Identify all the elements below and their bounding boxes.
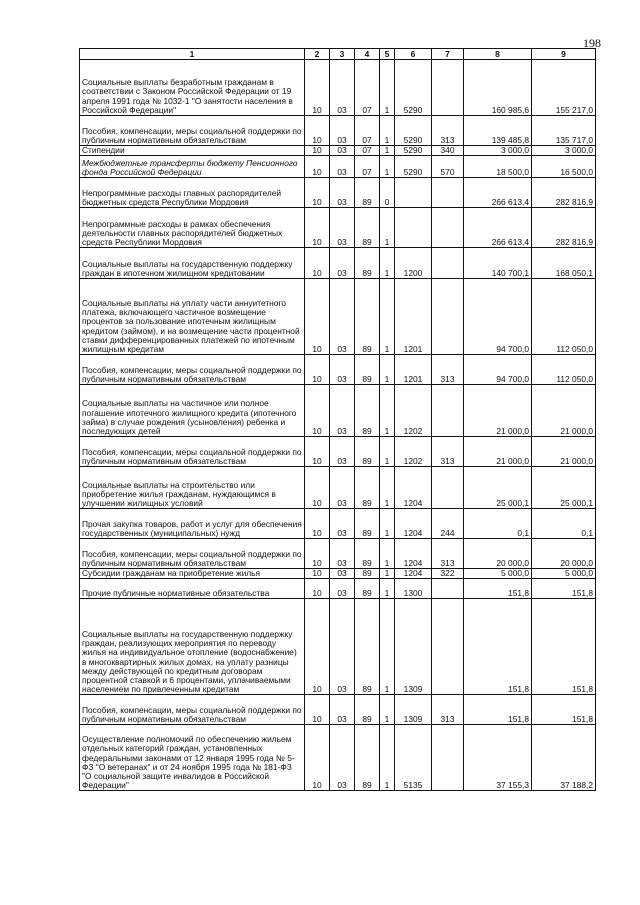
row-value-cell: 10 bbox=[305, 178, 330, 208]
row-value-cell: 03 bbox=[330, 385, 355, 437]
row-value-cell: 313 bbox=[432, 355, 464, 385]
table-row bbox=[80, 60, 596, 116]
row-value-cell: 313 bbox=[432, 437, 464, 467]
row-value-cell: 5135 bbox=[395, 725, 432, 791]
column-header: 1 bbox=[80, 49, 305, 60]
row-value-cell: 139 485,8 bbox=[464, 116, 532, 146]
row-value-cell: 03 bbox=[330, 539, 355, 569]
row-value-cell: 313 bbox=[432, 695, 464, 725]
row-value-cell: 1202 bbox=[395, 437, 432, 467]
row-description-cell: Социальные выплаты на строительство или приобретение жилья гражданам, нуждающимся в улучшении жилищных условий bbox=[80, 467, 305, 509]
row-value-cell: 10 bbox=[305, 509, 330, 539]
row-value-cell: 1202 bbox=[395, 385, 432, 437]
row-value-cell: 10 bbox=[305, 569, 330, 579]
row-value-cell: 1 bbox=[380, 208, 395, 248]
row-value-cell: 1 bbox=[380, 437, 395, 467]
row-value-cell: 1300 bbox=[395, 579, 432, 599]
row-value-cell: 03 bbox=[330, 355, 355, 385]
row-value-cell: 168 050,1 bbox=[532, 248, 596, 279]
row-description-cell: Осуществление полномочий по обеспечению жильем отдельных категорий граждан, установленных федеральными законами от 12 января 1995 года № 5-ФЗ "О ветеранах" и от 24 ноября 1995 года № 181-ФЗ "О социальной защите инвалидов в Российской Федерации" bbox=[80, 725, 305, 791]
column-header: 9 bbox=[532, 49, 596, 60]
table-row bbox=[80, 146, 596, 156]
row-value-cell: 1 bbox=[380, 467, 395, 509]
row-value-cell: 3 000,0 bbox=[532, 146, 596, 156]
row-value-cell: 151,8 bbox=[532, 579, 596, 599]
row-value-cell: 135 717,0 bbox=[532, 116, 596, 146]
column-header: 4 bbox=[355, 49, 380, 60]
row-value-cell: 03 bbox=[330, 569, 355, 579]
table-row bbox=[80, 539, 596, 569]
row-value-cell: 1201 bbox=[395, 355, 432, 385]
row-value-cell bbox=[432, 725, 464, 791]
row-value-cell: 322 bbox=[432, 569, 464, 579]
column-header: 6 bbox=[395, 49, 432, 60]
row-value-cell: 03 bbox=[330, 725, 355, 791]
row-value-cell: 1 bbox=[380, 146, 395, 156]
column-header: 2 bbox=[305, 49, 330, 60]
row-description-cell: Субсидии гражданам на приобретение жилья bbox=[80, 569, 305, 579]
row-description-cell: Непрограммные расходы главных распорядителей бюджетных средств Республики Мордовия bbox=[80, 178, 305, 208]
row-description-cell: Социальные выплаты на государственную поддержку граждан в ипотечном жилищном кредитовании bbox=[80, 248, 305, 279]
table-row bbox=[80, 178, 596, 208]
row-value-cell: 89 bbox=[355, 599, 380, 695]
row-value-cell: 89 bbox=[355, 569, 380, 579]
row-value-cell: 03 bbox=[330, 146, 355, 156]
row-value-cell: 16 500,0 bbox=[532, 156, 596, 178]
row-value-cell: 07 bbox=[355, 146, 380, 156]
row-value-cell: 25 000,1 bbox=[464, 467, 532, 509]
row-value-cell: 25 000,1 bbox=[532, 467, 596, 509]
row-description-cell: Пособия, компенсации, меры социальной поддержки по публичным нормативным обязательствам bbox=[80, 437, 305, 467]
row-value-cell: 21 000,0 bbox=[532, 385, 596, 437]
row-value-cell: 03 bbox=[330, 579, 355, 599]
row-value-cell: 03 bbox=[330, 599, 355, 695]
row-value-cell: 0 bbox=[380, 178, 395, 208]
row-value-cell bbox=[395, 178, 432, 208]
row-value-cell: 10 bbox=[305, 579, 330, 599]
row-value-cell: 10 bbox=[305, 279, 330, 355]
row-value-cell: 151,8 bbox=[464, 579, 532, 599]
row-value-cell: 10 bbox=[305, 539, 330, 569]
row-value-cell bbox=[432, 279, 464, 355]
row-value-cell: 266 613,4 bbox=[464, 208, 532, 248]
table-row bbox=[80, 248, 596, 279]
row-description-cell: Социальные выплаты на частичное или полное погашение ипотечного жилищного кредита (ипотечного займа) в случае рождения (усыновления) ребенка и последующих детей bbox=[80, 385, 305, 437]
row-value-cell: 10 bbox=[305, 60, 330, 116]
row-value-cell: 244 bbox=[432, 509, 464, 539]
row-value-cell bbox=[432, 385, 464, 437]
row-value-cell bbox=[432, 579, 464, 599]
row-value-cell: 18 500,0 bbox=[464, 156, 532, 178]
row-value-cell: 03 bbox=[330, 208, 355, 248]
row-description-cell: Прочие публичные нормативные обязательства bbox=[80, 579, 305, 599]
row-value-cell: 10 bbox=[305, 116, 330, 146]
row-value-cell: 313 bbox=[432, 116, 464, 146]
row-value-cell: 03 bbox=[330, 437, 355, 467]
table-row bbox=[80, 385, 596, 437]
row-value-cell: 89 bbox=[355, 467, 380, 509]
table-row bbox=[80, 156, 596, 178]
row-value-cell: 03 bbox=[330, 60, 355, 116]
row-value-cell: 5 000,0 bbox=[532, 569, 596, 579]
row-value-cell: 1 bbox=[380, 725, 395, 791]
row-value-cell: 20 000,0 bbox=[532, 539, 596, 569]
row-value-cell: 37 155,3 bbox=[464, 725, 532, 791]
row-value-cell: 1200 bbox=[395, 248, 432, 279]
table-row bbox=[80, 569, 596, 579]
table-row bbox=[80, 725, 596, 791]
row-value-cell: 5290 bbox=[395, 156, 432, 178]
row-description-cell: Пособия, компенсации, меры социальной поддержки по публичным нормативным обязательствам bbox=[80, 116, 305, 146]
row-value-cell: 89 bbox=[355, 725, 380, 791]
row-value-cell: 89 bbox=[355, 579, 380, 599]
row-value-cell: 151,8 bbox=[532, 599, 596, 695]
row-value-cell: 10 bbox=[305, 248, 330, 279]
row-value-cell: 1204 bbox=[395, 569, 432, 579]
row-value-cell bbox=[432, 248, 464, 279]
row-value-cell: 89 bbox=[355, 539, 380, 569]
row-value-cell: 10 bbox=[305, 156, 330, 178]
row-value-cell: 89 bbox=[355, 208, 380, 248]
row-value-cell: 03 bbox=[330, 178, 355, 208]
table-header-row bbox=[80, 49, 596, 60]
column-header: 7 bbox=[432, 49, 464, 60]
row-value-cell: 03 bbox=[330, 156, 355, 178]
row-value-cell: 1201 bbox=[395, 279, 432, 355]
row-value-cell: 1 bbox=[380, 569, 395, 579]
row-value-cell: 89 bbox=[355, 279, 380, 355]
row-value-cell: 140 700,1 bbox=[464, 248, 532, 279]
row-value-cell bbox=[432, 178, 464, 208]
row-value-cell: 10 bbox=[305, 355, 330, 385]
row-description-cell: Пособия, компенсации, меры социальной поддержки по публичным нормативным обязательствам bbox=[80, 539, 305, 569]
row-value-cell: 07 bbox=[355, 156, 380, 178]
table-row bbox=[80, 695, 596, 725]
row-value-cell: 1 bbox=[380, 156, 395, 178]
row-description-cell: Социальные выплаты безработным гражданам в соответствии с Законом Российской Федерации от 19 апреля 1991 года № 1032-1 "О занятости населения в Российской Федерации" bbox=[80, 60, 305, 116]
row-value-cell: 0,1 bbox=[464, 509, 532, 539]
row-value-cell: 1 bbox=[380, 248, 395, 279]
table-row bbox=[80, 509, 596, 539]
row-value-cell bbox=[432, 467, 464, 509]
row-value-cell: 1 bbox=[380, 60, 395, 116]
row-value-cell: 1 bbox=[380, 509, 395, 539]
row-value-cell: 37 188,2 bbox=[532, 725, 596, 791]
row-value-cell: 10 bbox=[305, 385, 330, 437]
table-row bbox=[80, 279, 596, 355]
row-value-cell: 266 613,4 bbox=[464, 178, 532, 208]
row-value-cell: 21 000,0 bbox=[464, 385, 532, 437]
row-value-cell: 89 bbox=[355, 355, 380, 385]
row-value-cell: 89 bbox=[355, 248, 380, 279]
row-value-cell: 1204 bbox=[395, 539, 432, 569]
row-value-cell: 03 bbox=[330, 116, 355, 146]
row-description-cell: Непрограммные расходы в рамках обеспечения деятельности главных распорядителей бюджетных средств Республики Мордовия bbox=[80, 208, 305, 248]
table-row bbox=[80, 467, 596, 509]
row-value-cell: 1204 bbox=[395, 467, 432, 509]
column-header: 8 bbox=[464, 49, 532, 60]
row-value-cell: 151,8 bbox=[464, 695, 532, 725]
row-value-cell: 160 985,6 bbox=[464, 60, 532, 116]
row-value-cell: 1309 bbox=[395, 695, 432, 725]
table-row bbox=[80, 599, 596, 695]
row-value-cell: 89 bbox=[355, 385, 380, 437]
row-value-cell: 03 bbox=[330, 248, 355, 279]
row-value-cell: 1 bbox=[380, 355, 395, 385]
row-value-cell: 3 000,0 bbox=[464, 146, 532, 156]
row-value-cell: 94 700,0 bbox=[464, 355, 532, 385]
row-value-cell: 5290 bbox=[395, 60, 432, 116]
table-row bbox=[80, 208, 596, 248]
row-value-cell: 10 bbox=[305, 725, 330, 791]
row-value-cell: 10 bbox=[305, 599, 330, 695]
column-header: 3 bbox=[330, 49, 355, 60]
table-row bbox=[80, 579, 596, 599]
row-value-cell: 07 bbox=[355, 116, 380, 146]
row-value-cell: 1 bbox=[380, 385, 395, 437]
row-description-cell: Пособия, компенсации, меры социальной поддержки по публичным нормативным обязательствам bbox=[80, 695, 305, 725]
budget-table bbox=[79, 48, 596, 791]
row-value-cell: 94 700,0 bbox=[464, 279, 532, 355]
row-value-cell: 313 bbox=[432, 539, 464, 569]
row-value-cell bbox=[432, 60, 464, 116]
row-value-cell: 20 000,0 bbox=[464, 539, 532, 569]
row-value-cell: 1 bbox=[380, 695, 395, 725]
row-value-cell: 151,8 bbox=[464, 599, 532, 695]
row-value-cell: 282 816,9 bbox=[532, 208, 596, 248]
row-description-cell: Межбюджетные трансферты бюджету Пенсионного фонда Российской Федерации bbox=[80, 156, 305, 178]
row-value-cell: 0,1 bbox=[532, 509, 596, 539]
table-body bbox=[80, 60, 596, 791]
row-value-cell: 1 bbox=[380, 539, 395, 569]
page-number: 198 bbox=[583, 36, 601, 50]
row-value-cell: 89 bbox=[355, 437, 380, 467]
table-row bbox=[80, 437, 596, 467]
row-value-cell: 07 bbox=[355, 60, 380, 116]
row-value-cell: 5290 bbox=[395, 116, 432, 146]
table-row bbox=[80, 355, 596, 385]
row-value-cell: 89 bbox=[355, 695, 380, 725]
row-value-cell: 21 000,0 bbox=[464, 437, 532, 467]
row-value-cell: 151,8 bbox=[532, 695, 596, 725]
row-value-cell: 340 bbox=[432, 146, 464, 156]
row-value-cell: 89 bbox=[355, 178, 380, 208]
row-value-cell: 282 816,9 bbox=[532, 178, 596, 208]
row-value-cell: 10 bbox=[305, 467, 330, 509]
row-description-cell: Социальные выплаты на уплату части аннуитетного платежа, включающего частичное возмещение процентов за пользование ипотечным жилищным кредитом (займом), и на возмещение части процентной ставки дифференцированных платежей по ипотечным жилищным кредитам bbox=[80, 279, 305, 355]
row-value-cell: 5290 bbox=[395, 146, 432, 156]
row-value-cell: 1 bbox=[380, 579, 395, 599]
row-value-cell: 10 bbox=[305, 437, 330, 467]
row-value-cell: 03 bbox=[330, 509, 355, 539]
row-description-cell: Пособия, компенсации, меры социальной поддержки по публичным нормативным обязательствам bbox=[80, 355, 305, 385]
row-value-cell: 1 bbox=[380, 279, 395, 355]
row-value-cell: 5 000,0 bbox=[464, 569, 532, 579]
row-value-cell bbox=[432, 599, 464, 695]
row-value-cell: 1 bbox=[380, 116, 395, 146]
row-value-cell: 03 bbox=[330, 279, 355, 355]
row-value-cell: 112 050,0 bbox=[532, 355, 596, 385]
row-value-cell bbox=[432, 208, 464, 248]
row-description-cell: Социальные выплаты на государственную поддержку граждан, реализующих мероприятия по переводу жилья на индивидуальное отопление (водоснабжение) в многоквартирных жилых домах, на уплату разницы между действующей по кредитным договорам процентной ставкой и 6 процентами, уплачиваемыми населением по привлеченным кредитам bbox=[80, 599, 305, 695]
row-value-cell: 570 bbox=[432, 156, 464, 178]
row-description-cell: Прочая закупка товаров, работ и услуг для обеспечения государственных (муниципальных) нужд bbox=[80, 509, 305, 539]
row-value-cell: 112 050,0 bbox=[532, 279, 596, 355]
row-value-cell: 10 bbox=[305, 208, 330, 248]
row-value-cell: 03 bbox=[330, 467, 355, 509]
row-value-cell: 10 bbox=[305, 146, 330, 156]
row-value-cell: 21 000,0 bbox=[532, 437, 596, 467]
row-value-cell: 10 bbox=[305, 695, 330, 725]
row-value-cell: 155 217,0 bbox=[532, 60, 596, 116]
row-value-cell: 1309 bbox=[395, 599, 432, 695]
row-value-cell bbox=[395, 208, 432, 248]
row-value-cell: 03 bbox=[330, 695, 355, 725]
row-value-cell: 1204 bbox=[395, 509, 432, 539]
row-value-cell: 1 bbox=[380, 599, 395, 695]
table-row bbox=[80, 116, 596, 146]
row-value-cell: 89 bbox=[355, 509, 380, 539]
column-header: 5 bbox=[380, 49, 395, 60]
row-description-cell: Стипендии bbox=[80, 146, 305, 156]
